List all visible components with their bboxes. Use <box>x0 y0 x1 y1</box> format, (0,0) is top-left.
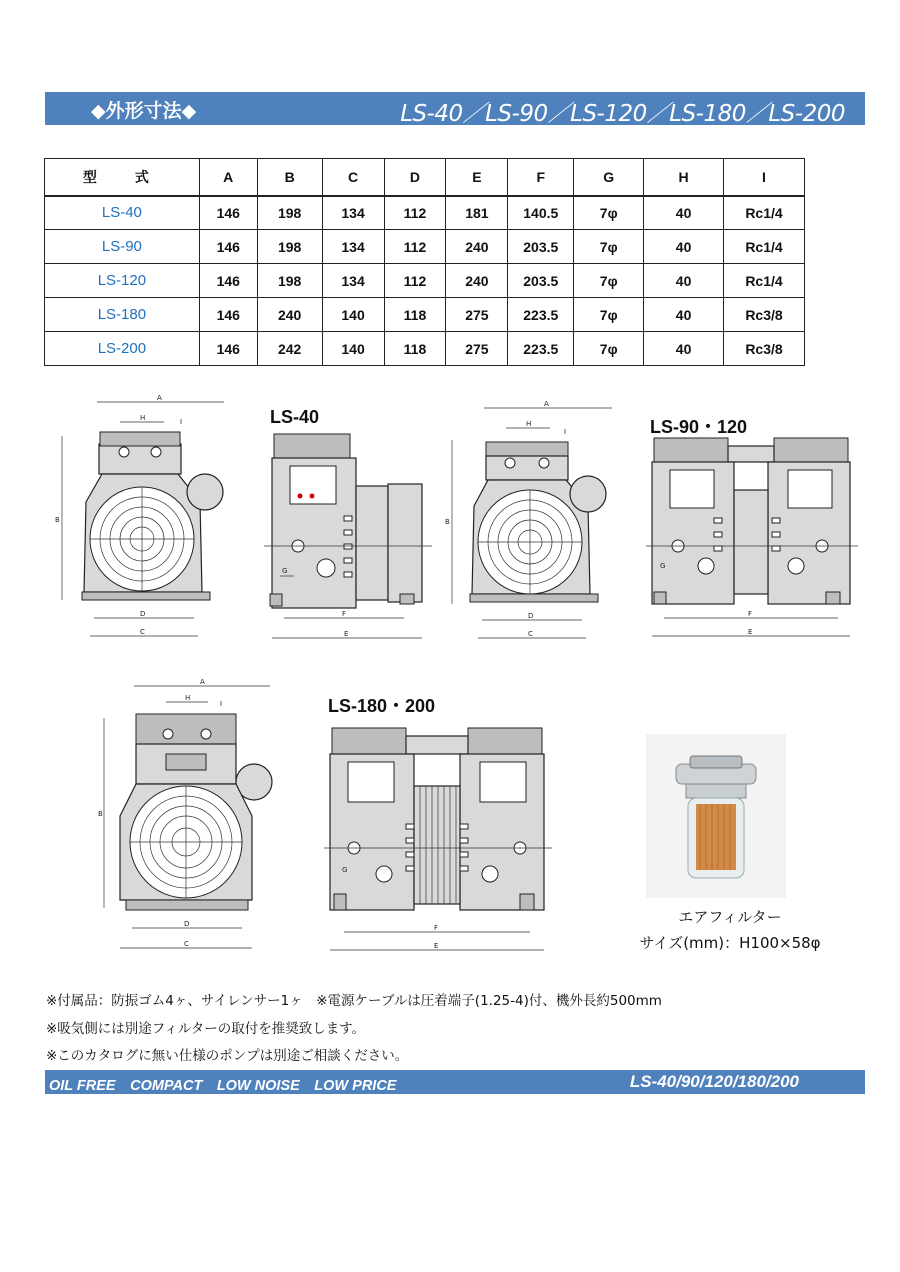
svg-text:I: I <box>564 428 567 436</box>
table-cell: 203.5 <box>508 230 574 264</box>
svg-text:G: G <box>660 562 666 570</box>
table-cell: 203.5 <box>508 264 574 298</box>
table-cell: 240 <box>446 230 508 264</box>
air-filter-name: エアフィルター <box>678 908 782 926</box>
table-cell: 112 <box>384 196 446 230</box>
model-cell: LS-90 <box>45 230 200 264</box>
column-header: E <box>446 159 508 196</box>
svg-text:G: G <box>342 866 348 874</box>
ls90-120-title: LS-90・120 <box>650 417 748 437</box>
table-header-row <box>45 159 805 196</box>
svg-text:F: F <box>342 610 347 618</box>
table-cell: 223.5 <box>508 298 574 332</box>
footer-tagline: OIL FREE COMPACT LOW NOISE LOW PRICE <box>49 1078 397 1094</box>
table-row <box>45 196 805 230</box>
table-cell: 40 <box>644 332 724 366</box>
table-cell: 275 <box>446 298 508 332</box>
table-cell: 181 <box>446 196 508 230</box>
svg-text:I: I <box>220 700 223 708</box>
column-header: B <box>257 159 322 196</box>
table-cell: 140 <box>322 298 384 332</box>
air-filter-photo <box>646 734 786 898</box>
svg-text:E: E <box>434 942 439 950</box>
note-item: ※吸気側には別途フィルターの取付を推奨致します。 <box>46 1020 366 1037</box>
table-cell: 7φ <box>574 264 644 298</box>
table-cell: 40 <box>644 298 724 332</box>
table-cell: 140 <box>322 332 384 366</box>
column-header: F <box>508 159 574 196</box>
table-cell: 146 <box>199 196 257 230</box>
ls180-200-title: LS-180・200 <box>328 696 436 716</box>
svg-text:A: A <box>200 678 205 686</box>
ls40-front-drawing <box>52 392 232 644</box>
table-cell: 40 <box>644 196 724 230</box>
table-cell: Rc3/8 <box>724 298 805 332</box>
svg-text:C: C <box>528 630 533 638</box>
table-cell: Rc3/8 <box>724 332 805 366</box>
svg-text:D: D <box>140 610 146 618</box>
table-cell: 112 <box>384 264 446 298</box>
table-cell: 198 <box>257 230 322 264</box>
table-row <box>45 332 805 366</box>
table-row <box>45 230 805 264</box>
column-header: G <box>574 159 644 196</box>
column-header: H <box>644 159 724 196</box>
svg-text:F: F <box>748 610 753 618</box>
column-header: C <box>322 159 384 196</box>
svg-text:F: F <box>434 924 439 932</box>
table-cell: 146 <box>199 298 257 332</box>
ls180-front-drawing <box>96 676 276 956</box>
svg-text:B: B <box>98 810 103 818</box>
table-cell: 112 <box>384 230 446 264</box>
svg-text:B: B <box>445 518 450 526</box>
note-item: ※このカタログに無い仕様のポンプは別途ご相談ください。 <box>46 1048 409 1064</box>
table-cell: 118 <box>384 332 446 366</box>
table-cell: 198 <box>257 196 322 230</box>
table-cell: 223.5 <box>508 332 574 366</box>
svg-text:C: C <box>184 940 189 948</box>
table-cell: 7φ <box>574 332 644 366</box>
table-cell: 40 <box>644 230 724 264</box>
table-cell: 198 <box>257 264 322 298</box>
svg-text:A: A <box>544 400 549 408</box>
svg-text:E: E <box>344 630 349 638</box>
table-cell: Rc1/4 <box>724 264 805 298</box>
svg-text:H: H <box>185 694 191 702</box>
table-cell: 118 <box>384 298 446 332</box>
table-row <box>45 264 805 298</box>
ls90-front-drawing <box>444 396 624 648</box>
header-bar <box>45 92 865 125</box>
table-cell: 240 <box>446 264 508 298</box>
column-header: A <box>199 159 257 196</box>
notes <box>46 988 662 1071</box>
column-header: I <box>724 159 805 196</box>
table-cell: 134 <box>322 230 384 264</box>
model-cell: LS-40 <box>45 196 200 230</box>
svg-text:C: C <box>140 628 145 636</box>
table-cell: 7φ <box>574 230 644 264</box>
svg-text:H: H <box>526 420 532 428</box>
air-filter-size: サイズ(mm)：H100×58φ <box>639 934 821 952</box>
table-cell: 146 <box>199 230 257 264</box>
svg-text:D: D <box>184 920 190 928</box>
model-cell: LS-200 <box>45 332 200 366</box>
column-header: 型 式 <box>45 159 200 196</box>
svg-text:D: D <box>528 612 534 620</box>
table-cell: 7φ <box>574 298 644 332</box>
table-cell: 40 <box>644 264 724 298</box>
ls40-title: LS-40 <box>270 407 320 427</box>
ls90-side-drawing <box>646 436 860 642</box>
svg-text:E: E <box>748 628 753 636</box>
model-cell: LS-180 <box>45 298 200 332</box>
table-cell: 140.5 <box>508 196 574 230</box>
svg-text:I: I <box>180 418 183 426</box>
model-cell: LS-120 <box>45 264 200 298</box>
svg-text:A: A <box>157 394 162 402</box>
table-cell: 240 <box>257 298 322 332</box>
table-cell: 134 <box>322 264 384 298</box>
table-cell: 242 <box>257 332 322 366</box>
dimension-table <box>44 158 805 366</box>
air-filter-caption <box>600 904 860 956</box>
section-title: ◆外形寸法◆ <box>91 100 197 122</box>
table-cell: 146 <box>199 264 257 298</box>
svg-text:G: G <box>282 567 288 575</box>
table-cell: 7φ <box>574 196 644 230</box>
ls180-side-drawing <box>324 724 554 958</box>
table-row <box>45 298 805 332</box>
note-item: ※付属品：防振ゴム4ヶ、サイレンサー1ヶ ※電源ケーブルは圧着端子(1.25-4)付、機外長約500mm <box>46 993 662 1009</box>
svg-text:B: B <box>55 516 60 524</box>
table-cell: 134 <box>322 196 384 230</box>
ls40-side-drawing <box>264 430 434 645</box>
column-header: D <box>384 159 446 196</box>
footer-bar <box>45 1070 865 1094</box>
header-models: LS-40／LS-90／LS-120／LS-180／LS-200 <box>400 101 845 127</box>
table-cell: Rc1/4 <box>724 196 805 230</box>
table-cell: 146 <box>199 332 257 366</box>
svg-text:H: H <box>140 414 146 422</box>
footer-models: LS-40/90/120/180/200 <box>629 1072 799 1091</box>
table-cell: 275 <box>446 332 508 366</box>
table-cell: Rc1/4 <box>724 230 805 264</box>
